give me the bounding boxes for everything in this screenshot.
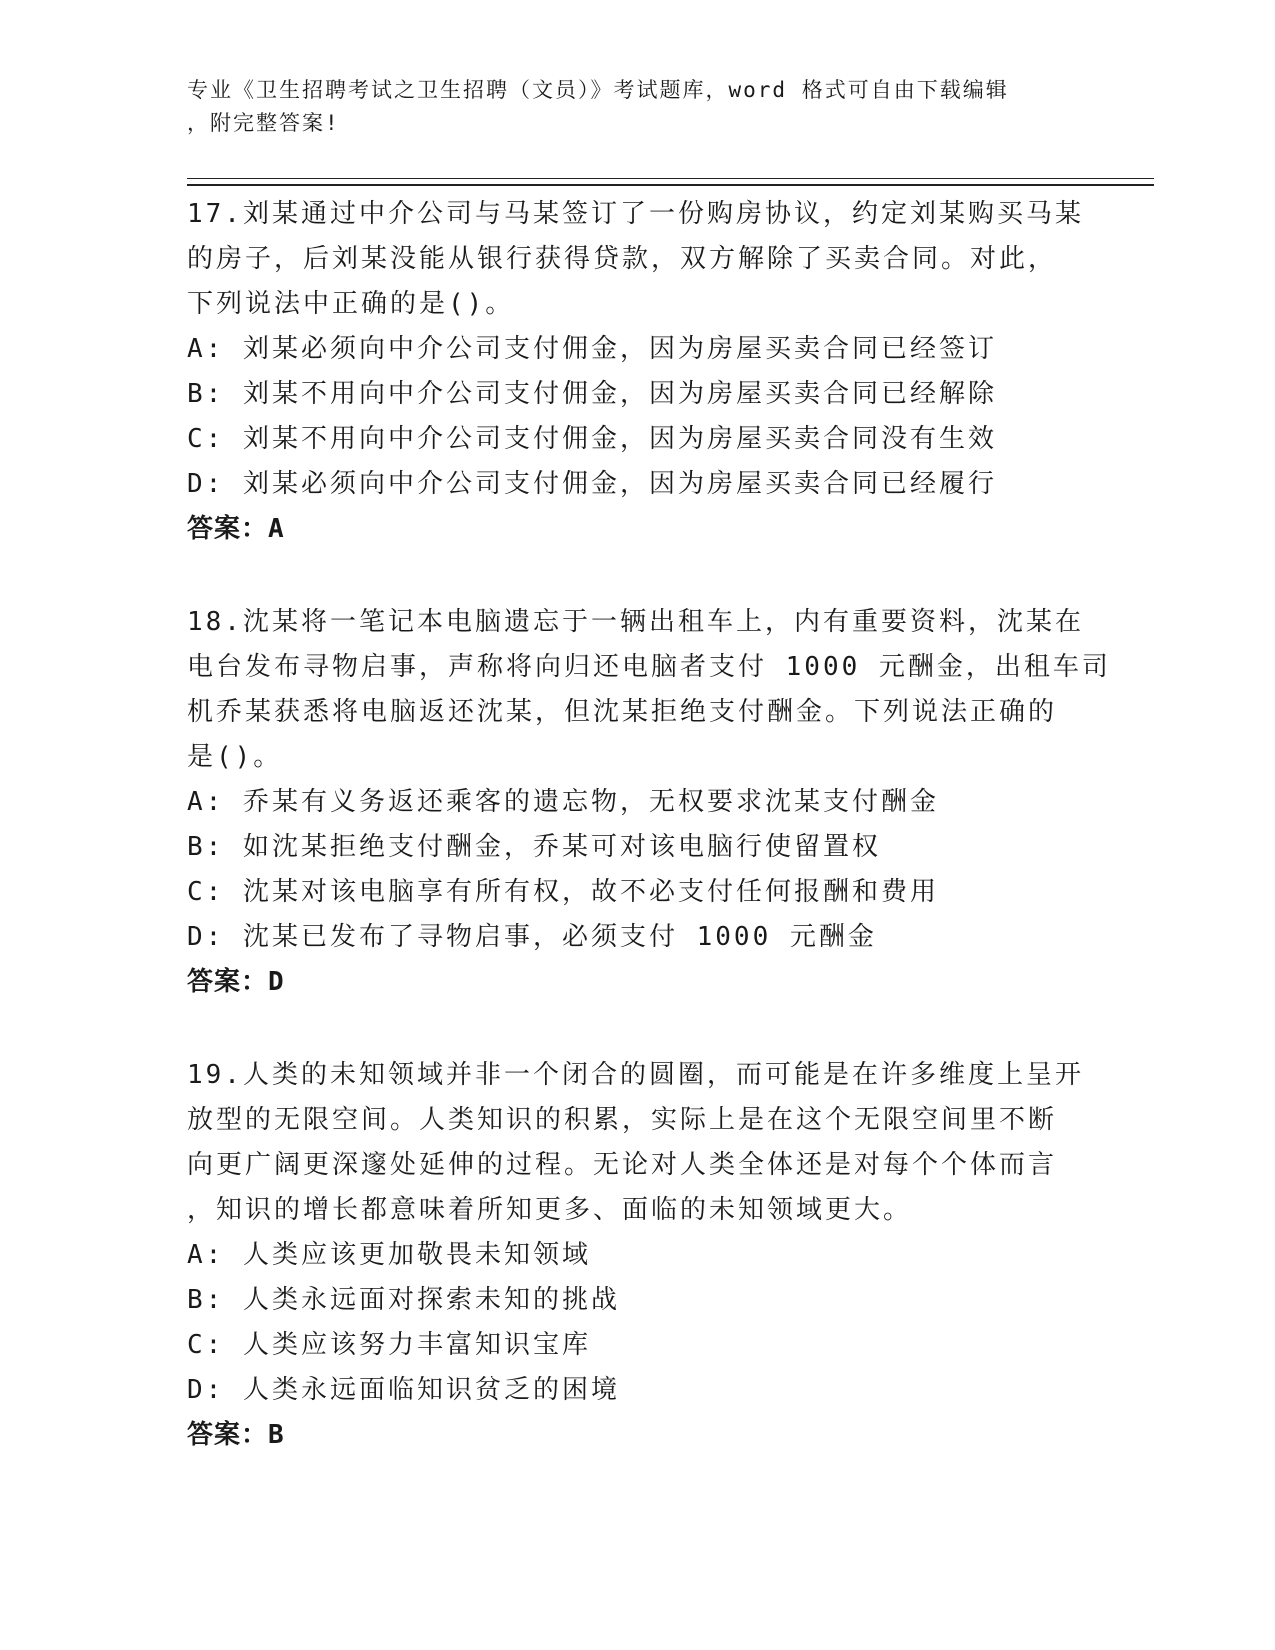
question-text-line: 是()。 [187,742,283,772]
question-text-line: ，知识的增长都意味着所知更多、面临的未知领域更大。 [187,1195,913,1225]
answer-line: 答案：D [187,967,285,997]
answer-line: 答案：B [187,1420,285,1450]
option-b: B: 如沈某拒绝支付酬金，乔某可对该电脑行使留置权 [187,832,881,862]
option-a: A: 刘某必须向中介公司支付佣金，因为房屋买卖合同已经签订 [187,334,997,364]
question-19 [187,1053,1087,1458]
question-text-line: 17.刘某通过中介公司与马某签订了一份购房协议，约定刘某购买马某 [187,199,1084,229]
question-text-line: 18.沈某将一笔记本电脑遗忘于一辆出租车上，内有重要资料，沈某在 [187,607,1084,637]
option-d: D: 刘某必须向中介公司支付佣金，因为房屋买卖合同已经履行 [187,469,997,499]
question-text-line: 机乔某获悉将电脑返还沈某，但沈某拒绝支付酬金。下列说法正确的 [187,697,1058,727]
option-d: D: 沈某已发布了寻物启事，必须支付 1000 元酬金 [187,922,877,952]
question-text-line: 电台发布寻物启事，声称将向归还电脑者支付 1000 元酬金，出租车司 [187,652,1111,682]
option-c: C: 人类应该努力丰富知识宝库 [187,1330,591,1360]
question-text-line: 19.人类的未知领域并非一个闭合的圆圈，而可能是在许多维度上呈开 [187,1060,1084,1090]
question-17 [187,192,1087,552]
answer-line: 答案：A [187,514,285,544]
option-c: C: 刘某不用向中介公司支付佣金，因为房屋买卖合同没有生效 [187,424,997,454]
page-header [187,74,1067,140]
question-text-line: 放型的无限空间。人类知识的积累，实际上是在这个无限空间里不断 [187,1105,1058,1135]
question-text-line: 向更广阔更深邃处延伸的过程。无论对人类全体还是对每个个体而言 [187,1150,1058,1180]
option-b: B: 刘某不用向中介公司支付佣金，因为房屋买卖合同已经解除 [187,379,997,409]
option-a: A: 乔某有义务返还乘客的遗忘物，无权要求沈某支付酬金 [187,787,939,817]
question-18 [187,600,1111,1005]
header-line: ，附完整答案! [187,111,340,135]
header-divider [187,178,1154,186]
option-d: D: 人类永远面临知识贫乏的困境 [187,1375,620,1405]
option-c: C: 沈某对该电脑享有所有权，故不必支付任何报酬和费用 [187,877,939,907]
question-text-line: 下列说法中正确的是()。 [187,289,515,319]
option-a: A: 人类应该更加敬畏未知领域 [187,1240,591,1270]
question-list [187,192,1111,1506]
option-b: B: 人类永远面对探索未知的挑战 [187,1285,620,1315]
header-line: 专业《卫生招聘考试之卫生招聘（文员）》考试题库，word 格式可自由下载编辑 [187,78,1009,102]
question-text-line: 的房子，后刘某没能从银行获得贷款，双方解除了买卖合同。对此， [187,244,1058,274]
